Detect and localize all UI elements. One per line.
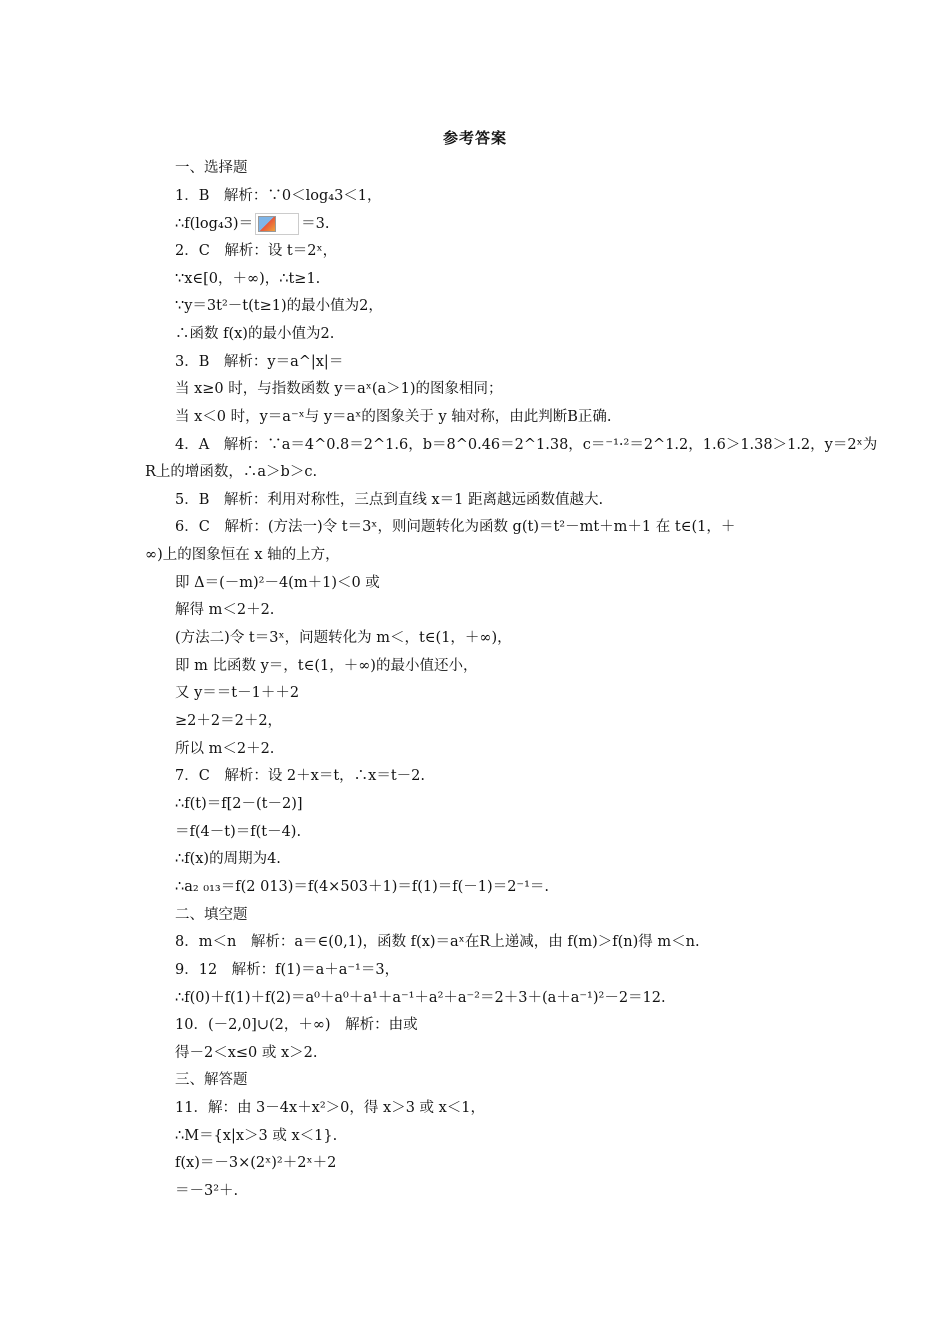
line-text: ∵y＝3t²－t(t≥1)的最小值为2， xyxy=(175,298,383,315)
text-line xyxy=(175,960,950,980)
text-line xyxy=(175,573,950,593)
text-line xyxy=(175,849,950,869)
page-title: 参考答案 xyxy=(442,129,507,147)
text-line xyxy=(175,988,950,1008)
line-text: 二、填空题 xyxy=(175,906,248,923)
text-line xyxy=(175,241,950,261)
text-line xyxy=(175,1181,950,1201)
line-text: 三、解答题 xyxy=(175,1072,248,1089)
line-text-after: ＝3. xyxy=(301,216,330,233)
text-line xyxy=(145,545,950,565)
text-line xyxy=(175,905,950,925)
text-line xyxy=(175,766,950,786)
text-line xyxy=(145,462,950,482)
text-line xyxy=(175,739,950,759)
text-line xyxy=(175,628,950,648)
text-line xyxy=(175,1015,950,1035)
line-text: ∴f(x)的周期为4. xyxy=(175,851,281,868)
text-line xyxy=(175,600,950,620)
line-text: 又 y＝＝t－1＋＋2 xyxy=(175,685,300,702)
line-text: 即 m 比函数 y＝，t∈(1，＋∞)的最小值还小， xyxy=(175,657,478,674)
text-line xyxy=(175,656,950,676)
text-line xyxy=(175,213,950,235)
text-line xyxy=(175,877,950,897)
line-text: ≥2＋2＝2＋2， xyxy=(175,713,283,729)
text-line xyxy=(175,269,950,289)
text-line xyxy=(175,1126,950,1146)
line-text: ∴f(0)＋f(1)＋f(2)＝a⁰＋a⁰＋a¹＋a⁻¹＋a²＋a⁻²＝2＋3＋(a＋a⁻¹)²－2＝12. xyxy=(175,989,666,1006)
line-text: (方法二)令 t＝3ˣ，问题转化为 m＜，t∈(1，＋∞)， xyxy=(175,630,512,647)
text-line xyxy=(175,822,950,842)
line-text: 当 x＜0 时，y＝a⁻ˣ与 y＝aˣ的图象关于 y 轴对称，由此判断B正确. xyxy=(175,408,612,425)
text-line xyxy=(175,1043,950,1063)
line-text: 8．m＜n 解析：a＝∈(0,1)，函数 f(x)＝aˣ在R上递减，由 f(m)＞f(n)得 m＜n. xyxy=(175,934,700,951)
line-text: ＝－3²＋. xyxy=(175,1183,239,1200)
line-text: ∞)上的图象恒在 x 轴的上方， xyxy=(145,547,340,564)
line-text: 7．C 解析：设 2＋x＝t，∴x＝t－2. xyxy=(175,768,425,785)
line-text: 6．C 解析：(方法一)令 t＝3ˣ，则问题转化为函数 g(t)＝t²－mt＋m＋1 在 t∈(1，＋ xyxy=(175,519,736,536)
line-text: f(x)＝－3×(2ˣ)²＋2ˣ＋2 xyxy=(175,1155,337,1172)
line-text: 5．B 解析：利用对称性，三点到直线 x＝1 距离越远函数值越大. xyxy=(175,491,604,508)
text-line xyxy=(175,683,950,703)
text-line xyxy=(175,1098,950,1118)
text-line xyxy=(175,517,950,537)
broken-image-icon xyxy=(255,213,299,235)
text-line xyxy=(175,1153,950,1173)
line-text: 4．A 解析：∵a＝4^0.8＝2^1.6，b＝8^0.46＝2^1.38，c＝⁻¹·²＝2^1.2，1.6＞1.38＞1.2，y＝2ˣ为 xyxy=(175,436,878,453)
line-text: 1．B 解析：∵0＜log₄3＜1， xyxy=(175,187,382,204)
line-text: ∴f(log₄3)＝ xyxy=(175,216,254,233)
line-text: 即 Δ＝(－m)²－4(m＋1)＜0 或 xyxy=(175,574,380,591)
line-text: ∵x∈[0，＋∞)，∴t≥1. xyxy=(175,270,321,287)
line-text: 2．C 解析：设 t＝2ˣ， xyxy=(175,242,338,259)
text-line xyxy=(175,490,950,510)
line-text: ＝f(4－t)＝f(t－4). xyxy=(175,823,302,840)
text-line xyxy=(175,435,950,455)
line-text: 得－2＜x≤0 或 x＞2. xyxy=(175,1044,318,1061)
text-line xyxy=(175,324,950,344)
line-text: 一、选择题 xyxy=(175,160,248,176)
line-text: R上的增函数，∴a＞b＞c. xyxy=(145,464,318,481)
text-line xyxy=(175,352,950,372)
text-line xyxy=(175,158,950,178)
line-text: ∴a₂ ₀₁₃＝f(2 013)＝f(4×503＋1)＝f(1)＝f(－1)＝2⁻¹＝. xyxy=(175,878,549,895)
line-text: 解得 m＜2＋2. xyxy=(175,602,275,619)
text-line xyxy=(175,1070,950,1090)
text-line xyxy=(175,379,950,399)
line-text: 11．解：由 3－4x＋x²＞0，得 x＞3 或 x＜1， xyxy=(175,1100,486,1117)
line-text: 3．B 解析：y＝a^|x|＝ xyxy=(175,353,344,370)
text-line xyxy=(175,407,950,427)
text-line xyxy=(175,186,950,206)
line-text: ∴M＝{x|x＞3 或 x＜1}. xyxy=(175,1127,338,1144)
text-line xyxy=(175,932,950,952)
text-line xyxy=(175,296,950,316)
line-text: 10．(－2,0]∪(2，＋∞) 解析：由或 xyxy=(175,1017,418,1034)
line-text: 9．12 解析：f(1)＝a＋a⁻¹＝3， xyxy=(175,961,400,978)
line-text: ∴f(t)＝f[2－(t－2)] xyxy=(175,795,303,812)
text-line xyxy=(175,711,950,731)
line-text: ∴函数 f(x)的最小值为2. xyxy=(175,325,335,342)
text-line xyxy=(175,794,950,814)
line-text: 当 x≥0 时，与指数函数 y＝aˣ(a＞1)的图象相同； xyxy=(175,381,503,398)
line-text: 所以 m＜2＋2. xyxy=(175,740,275,757)
